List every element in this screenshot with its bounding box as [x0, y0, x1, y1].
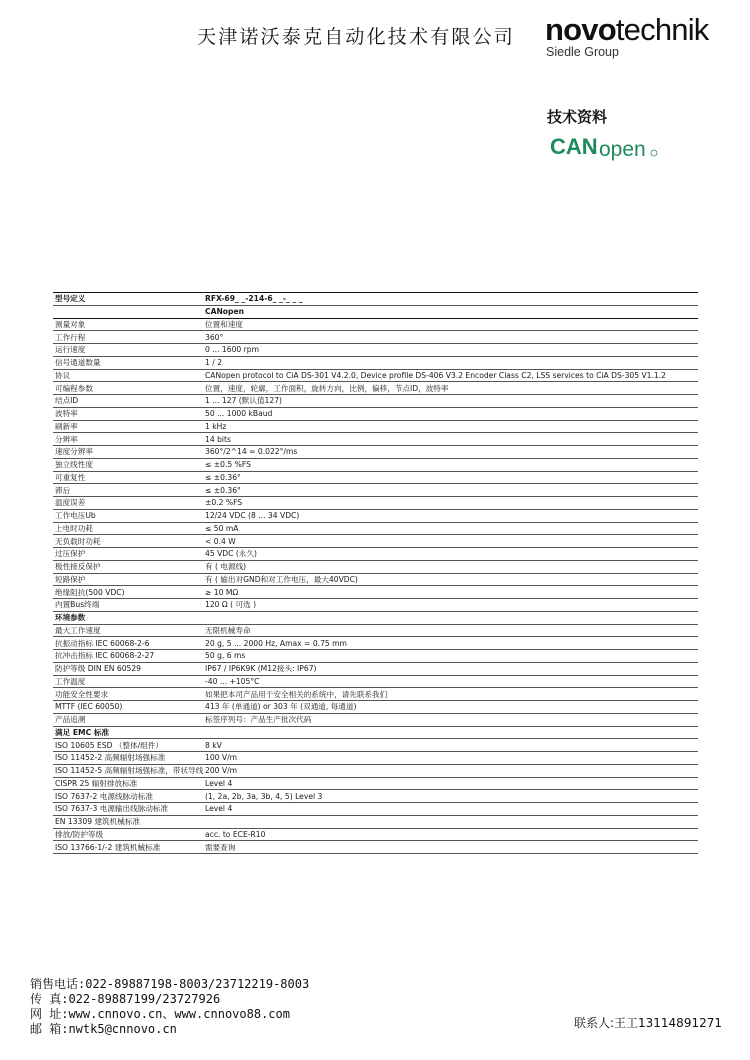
- table-row: [53, 382, 698, 395]
- table-cell-label: ISO 7637-3 电源输出线脉动标准: [53, 803, 203, 816]
- contact-person: 联系人:王工13114891271: [573, 1016, 722, 1030]
- brand-subtitle: Siedle Group: [546, 45, 619, 59]
- table-cell-label: 分辨率: [53, 433, 203, 446]
- table-cell-value: 360°: [203, 331, 698, 344]
- table-cell-value: ≤ 50 mA: [203, 522, 698, 535]
- table-cell-label: 抗冲击指标 IEC 60068-2-27: [53, 650, 203, 663]
- table-cell-label: ISO 13766-1/-2 建筑机械标准: [53, 841, 203, 854]
- table-cell-value: ±0.2 %FS: [203, 497, 698, 510]
- spec-table: [53, 292, 698, 854]
- table-cell-value: [203, 611, 698, 624]
- table-cell-label: 最大工作速度: [53, 624, 203, 637]
- table-cell-label: 滞后: [53, 484, 203, 497]
- table-row: [53, 433, 698, 446]
- table-cell-value: 1 / 2: [203, 356, 698, 369]
- table-cell-value: 有 ( 电源线): [203, 560, 698, 573]
- table-cell-label: 过压保护: [53, 548, 203, 561]
- table-cell-label: 可重复性: [53, 471, 203, 484]
- table-cell-value: 120 Ω ( 可选 ): [203, 599, 698, 612]
- table-row: [53, 548, 698, 561]
- table-row: [53, 318, 698, 331]
- table-cell-value: 200 V/m: [203, 764, 698, 777]
- canopen-logo: [550, 130, 662, 164]
- table-row: [53, 752, 698, 765]
- table-cell-label: 工作电压Ub: [53, 509, 203, 522]
- table-row: [53, 841, 698, 854]
- table-cell-value: 50 ... 1000 kBaud: [203, 407, 698, 420]
- table-cell-value: 1 ... 127 (默认值127): [203, 395, 698, 408]
- table-header-value: RFX-69_ _-214-6_ _-_ _ _: [203, 293, 698, 306]
- email: 邮 箱:nwtk5@cnnovo.cn: [30, 1022, 177, 1036]
- table-row: [53, 458, 698, 471]
- table-cell-value: ≤ ±0.5 %FS: [203, 458, 698, 471]
- table-cell-value: ≥ 10 MΩ: [203, 586, 698, 599]
- table-cell-value: 8 kV: [203, 739, 698, 752]
- table-cell-value: [203, 726, 698, 739]
- table-row: [53, 356, 698, 369]
- table-cell-label: 温度误差: [53, 497, 203, 510]
- table-cell-value: (1, 2a, 2b, 3a, 3b, 4, 5) Level 3: [203, 790, 698, 803]
- table-cell-label: 排放/防护等级: [53, 828, 203, 841]
- website: 网 址:www.cnnovo.cn、www.cnnovo88.com: [30, 1007, 290, 1021]
- table-cell-value: ≤ ±0.36°: [203, 471, 698, 484]
- table-cell-label: 功能安全性要求: [53, 688, 203, 701]
- table-cell-value: 无限机械寿命: [203, 624, 698, 637]
- table-row: [53, 586, 698, 599]
- table-cell-value: 有 ( 输出对GND和对工作电压，最大40VDC): [203, 573, 698, 586]
- table-cell-label: 抗振动指标 IEC 60068-2-6: [53, 637, 203, 650]
- brand-name-light: technik: [615, 12, 709, 47]
- table-cell-value: 标签序列号：产品生产批次代码: [203, 713, 698, 726]
- table-row: [53, 395, 698, 408]
- table-header-label: 型号定义: [53, 293, 203, 306]
- table-cell-label: EN 13309 建筑机械标准: [53, 815, 203, 828]
- table-cell-value: Level 4: [203, 803, 698, 816]
- table-cell-value: [203, 815, 698, 828]
- table-cell-label: 上电时功耗: [53, 522, 203, 535]
- contact-info: [30, 977, 309, 1037]
- table-cell-label: 速度分辨率: [53, 446, 203, 459]
- table-row: [53, 535, 698, 548]
- table-cell-value: 如果把本司产品用于安全相关的系统中，请先联系我们: [203, 688, 698, 701]
- table-cell-label: 绝缘阻抗(500 VDC): [53, 586, 203, 599]
- table-cell-value: 50 g, 6 ms: [203, 650, 698, 663]
- table-cell-label: ISO 10605 ESD （整体/组件）: [53, 739, 203, 752]
- table-cell-label: 产品追溯: [53, 713, 203, 726]
- brand-name: [545, 14, 725, 45]
- table-row: [53, 420, 698, 433]
- table-row: [53, 637, 698, 650]
- table-cell-label: 内置Bus终端: [53, 599, 203, 612]
- table-row: [53, 484, 698, 497]
- table-cell-label: 信号通道数量: [53, 356, 203, 369]
- table-cell-label: ISO 11452-5 高频辐射场强标准，带状导线: [55, 766, 203, 776]
- table-row: [53, 650, 698, 663]
- table-cell-value: < 0.4 W: [203, 535, 698, 548]
- table-row: [53, 713, 698, 726]
- table-row: [53, 471, 698, 484]
- table-row: [53, 764, 698, 777]
- table-cell-label: ISO 7637-2 电源线脉动标准: [53, 790, 203, 803]
- canopen-logo-bold-text: CAN: [550, 134, 598, 159]
- table-row: [53, 573, 698, 586]
- table-row: [53, 739, 698, 752]
- table-row: [53, 688, 698, 701]
- table-row: [53, 662, 698, 675]
- table-row: [53, 446, 698, 459]
- company-name: 天津诺沃泰克自动化技术有限公司: [197, 26, 516, 48]
- brand-name-bold: novo: [545, 12, 616, 47]
- table-cell-label: 协议: [53, 369, 203, 382]
- table-cell-label: 无负载时功耗: [53, 535, 203, 548]
- table-row: [53, 726, 698, 739]
- table-row: [53, 790, 698, 803]
- table-row: [53, 777, 698, 790]
- table-cell-label: CISPR 25 辐射排放标准: [53, 777, 203, 790]
- table-row: [53, 803, 698, 816]
- table-cell-value: 12/24 VDC (8 ... 34 VDC): [203, 509, 698, 522]
- table-row: [53, 828, 698, 841]
- canopen-logo-graphic: [550, 130, 662, 164]
- table-row: [53, 560, 698, 573]
- table-cell-value: 100 V/m: [203, 752, 698, 765]
- table-cell-value: 20 g, 5 ... 2000 Hz, Amax = 0.75 mm: [203, 637, 698, 650]
- document-type: 技术资料: [547, 108, 608, 126]
- table-cell-value: ≤ ±0.36°: [203, 484, 698, 497]
- table-cell-label: 波特率: [53, 407, 203, 420]
- table-cell-label: 测量对象: [53, 318, 203, 331]
- table-cell-label: 结点ID: [53, 395, 203, 408]
- table-cell-value: 413 年 (单通道) or 303 年 (双通道, 每通道): [203, 701, 698, 714]
- table-cell-label: ISO 11452-2 高频辐射场强标准: [53, 752, 203, 765]
- table-cell-value: IP67 / IP6K9K (M12接头: IP67): [203, 662, 698, 675]
- table-cell-label: 极性接反保护: [53, 560, 203, 573]
- table-cell-value: Level 4: [203, 777, 698, 790]
- registered-mark-icon: [651, 150, 657, 156]
- table-row: [53, 624, 698, 637]
- table-cell-label: 工作行程: [53, 331, 203, 344]
- table-cell-value: 位置，速度，轮廓，工作面积，旋转方向，比例，偏移，节点ID，波特率: [203, 382, 698, 395]
- table-cell-label: MTTF (IEC 60050): [53, 701, 203, 714]
- table-cell-value: acc. to ECE-R10: [203, 828, 698, 841]
- table-cell-label: 可编程参数: [53, 382, 203, 395]
- table-cell-value: -40 ... +105°C: [203, 675, 698, 688]
- table-cell-label: 防护等级 DIN EN 60529: [53, 662, 203, 675]
- table-cell-value: CANopen protocol to CiA DS-301 V4.2.0, Device profile DS-406 V3.2 Encoder Class C2, LSS services to CiA DS-305 V1.1.2: [203, 369, 698, 382]
- table-row: [53, 522, 698, 535]
- table-cell-value: 0 ... 1600 rpm: [203, 344, 698, 357]
- table-header-row: [53, 293, 698, 306]
- sales-phone: 销售电话:022-89887198-8003/23712219-8003: [30, 977, 310, 991]
- table-row: [53, 369, 698, 382]
- table-subheader-row: [53, 305, 698, 318]
- table-cell-value: 位置和速度: [203, 318, 698, 331]
- table-cell-value: 1 kHz: [203, 420, 698, 433]
- table-row: [53, 815, 698, 828]
- table-cell-label: 环境参数: [53, 611, 203, 624]
- table-row: [53, 331, 698, 344]
- table-row: [53, 509, 698, 522]
- canopen-logo-light-text: open: [599, 138, 646, 161]
- table-row: [53, 344, 698, 357]
- table-cell-value: 需要查询: [203, 841, 698, 854]
- table-cell-label: 工作温度: [53, 675, 203, 688]
- table-subheader-value: CANopen: [203, 305, 698, 318]
- novotechnik-logo: [545, 14, 725, 59]
- table-cell-label: 独立线性度: [53, 458, 203, 471]
- table-row: [53, 675, 698, 688]
- table-subheader-label: [53, 305, 203, 318]
- table-cell-value: 14 bits: [203, 433, 698, 446]
- table-row: [53, 497, 698, 510]
- table-cell-value: 45 VDC (永久): [203, 548, 698, 561]
- table-row: [53, 701, 698, 714]
- table-cell-label: 满足 EMC 标准: [53, 726, 203, 739]
- table-row: [53, 407, 698, 420]
- table-cell-label: 运行速度: [53, 344, 203, 357]
- fax: 传 真:022-89887199/23727926: [30, 992, 221, 1006]
- table-cell-label: 刷新率: [53, 420, 203, 433]
- table-cell-value: 360°/2^14 ≈ 0.022°/ms: [203, 446, 698, 459]
- table-cell-label: 短路保护: [53, 573, 203, 586]
- table-row: [53, 611, 698, 624]
- table-row: [53, 599, 698, 612]
